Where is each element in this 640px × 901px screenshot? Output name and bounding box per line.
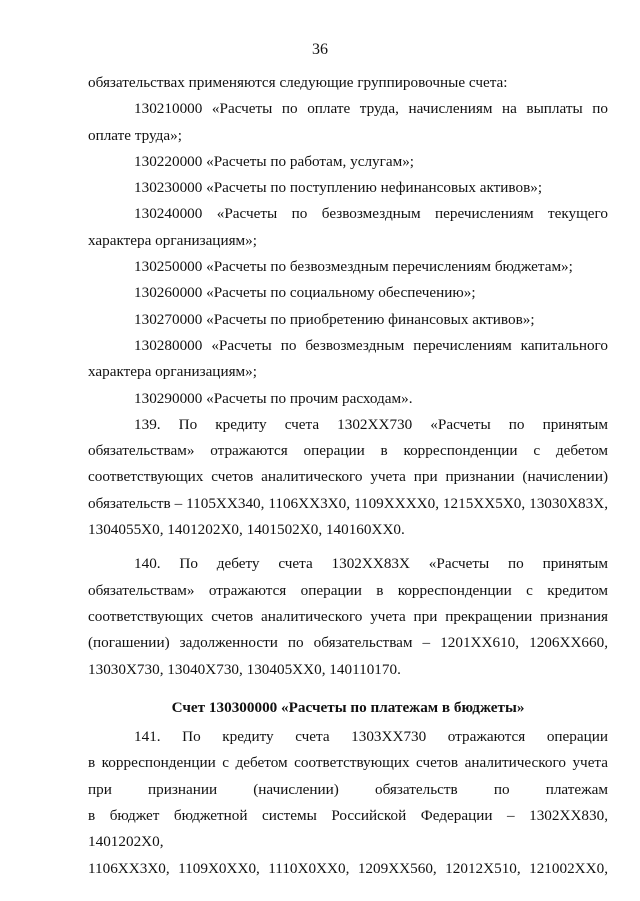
paragraph-account-130220000: 130220000 «Расчеты по работам, услугам»;	[134, 152, 415, 170]
section-heading: Счет 130300000 «Расчеты по платежам в бюджеты»	[171, 698, 525, 716]
paragraph-140: 140. По дебету счета 1302ХХ83Х «Расчеты по принятым обязательствам» отражаются операции в корреспонденции с кредитом соответствующих счетов аналитического учета при прекращении признания (погашении) задолженности по обязательствам – 1201ХХ610, 1206ХХ660, 13030Х730, 13040Х730, 130405ХХ0, 140110170.	[88, 555, 608, 678]
paragraph-intro: обязательствах применяются следующие группировочные счета:	[88, 74, 508, 91]
page-number: 36	[312, 41, 328, 58]
paragraph-141-line-1: 141. По кредиту счета 1303ХХ730 отражаются операции	[134, 728, 608, 746]
paragraph-account-130240000: 130240000 «Расчеты по безвозмездным перечислениям текущего характера организациям»;	[88, 205, 608, 249]
paragraph-account-130210000: 130210000 «Расчеты по оплате труда, начислениям на выплаты по оплате труда»;	[88, 100, 608, 144]
paragraph-account-130270000: 130270000 «Расчеты по приобретению финансовых активов»;	[134, 310, 535, 328]
document-body	[88, 70, 608, 882]
paragraph-gap	[88, 543, 608, 551]
paragraph-account-130230000: 130230000 «Расчеты по поступлению нефинансовых активов»;	[134, 179, 543, 197]
paragraph-account-130260000: 130260000 «Расчеты по социальному обеспечению»;	[134, 284, 476, 302]
paragraph-141-line-3: при признании (начислении) обязательств по платежам	[88, 780, 608, 798]
paragraph-account-130280000: 130280000 «Расчеты по безвозмездным перечислениям капитального характера организациям»;	[88, 336, 608, 381]
paragraph-141-line-4: в бюджет бюджетной системы Российской Федерации – 1302ХХ830, 1401202Х0,	[88, 807, 608, 851]
paragraph-139: 139. По кредиту счета 1302ХХ730 «Расчеты по принятым обязательствам» отражаются операции в корреспонденции с дебетом соответствующих счетов аналитического учета при признании (начислении) обязательств – 1105ХХ340, 1106ХХ3Х0, 1109ХХХХ0, 1215ХХ5Х0, 13030Х83Х, 1304055Х0, 1401202Х0, 1401502Х0, 140160ХХ0.	[88, 415, 608, 539]
paragraph-141-line-5: 1106ХХ3Х0, 1109Х0ХХ0, 1110Х0ХХ0, 1209ХХ560, 12012Х510, 121002ХХ0,	[88, 859, 608, 877]
paragraph-account-130250000: 130250000 «Расчеты по безвозмездным перечислениям бюджетам»;	[134, 258, 573, 276]
paragraph-141-line-2: в корреспонденции с дебетом соответствующих счетов аналитического учета	[88, 754, 608, 772]
paragraph-account-130290000: 130290000 «Расчеты по прочим расходам».	[134, 389, 413, 407]
